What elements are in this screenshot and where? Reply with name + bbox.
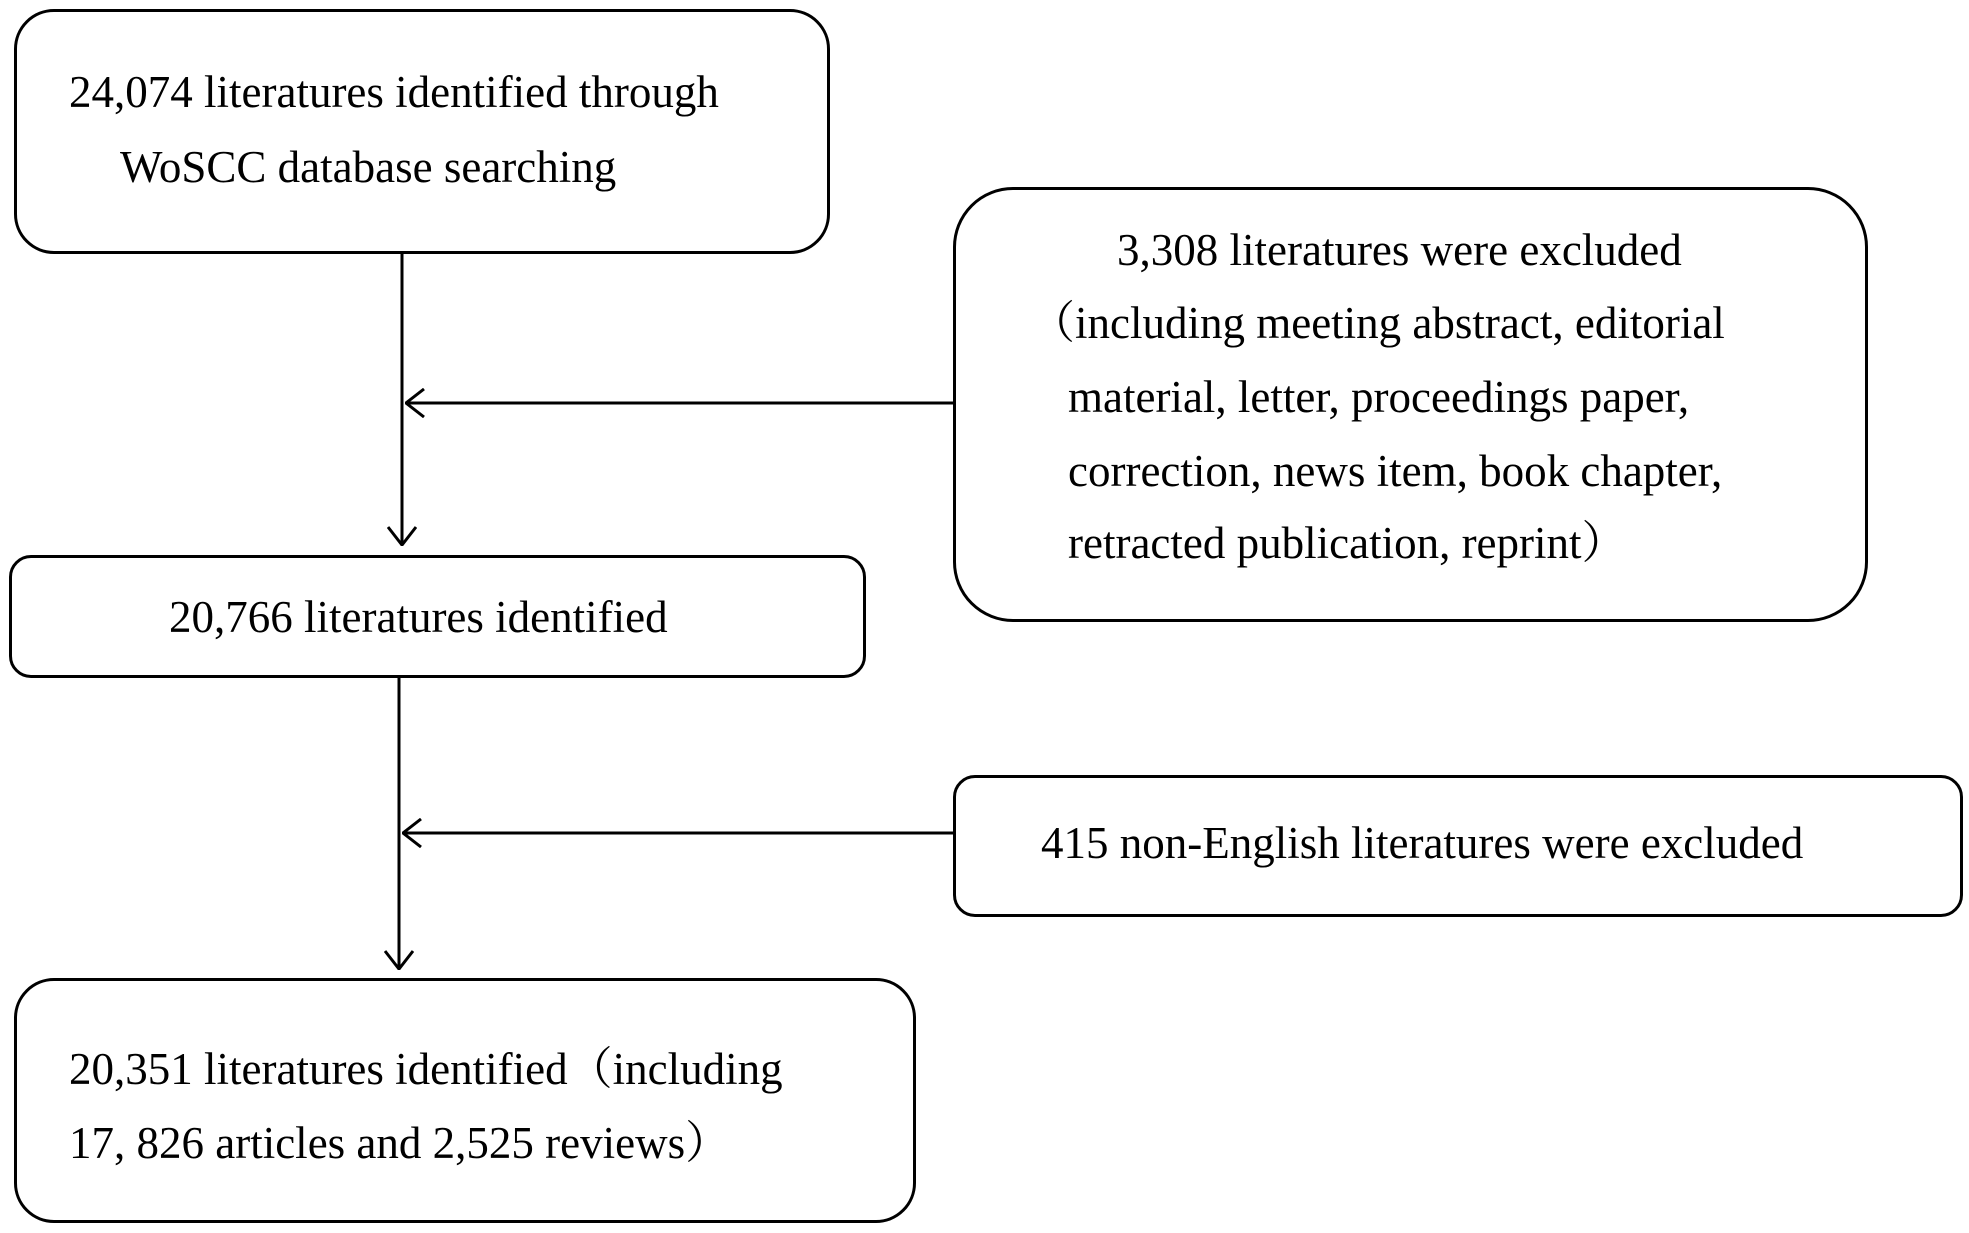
excluded-language-line-1: 415 non-English literatures were excluded [1041, 818, 1804, 868]
excluded-types-line-1: 3,308 literatures were excluded [1117, 225, 1682, 275]
excluded-types-box [953, 187, 1868, 622]
excluded-language-box [953, 775, 1963, 917]
final-identified-line-1: 20,351 literatures identified（including [69, 1044, 783, 1094]
excluded-types-line-2: （including meeting abstract, editorial [1030, 298, 1725, 348]
identified-search-line-1: 24,074 literatures identified through [69, 67, 719, 117]
identified-search-box [14, 9, 830, 254]
identified-search-line-2: WoSCC database searching [120, 142, 617, 192]
excluded-types-line-3: material, letter, proceedings paper, [1068, 372, 1690, 422]
excluded-types-line-5: retracted publication, reprint） [1068, 518, 1627, 568]
identified-after-type-box [9, 555, 866, 678]
identified-after-type-line-1: 20,766 literatures identified [169, 592, 668, 642]
final-identified-line-2: 17, 826 articles and 2,525 reviews） [69, 1118, 731, 1168]
final-identified-box [14, 978, 916, 1223]
excluded-types-line-4: correction, news item, book chapter, [1068, 446, 1723, 496]
